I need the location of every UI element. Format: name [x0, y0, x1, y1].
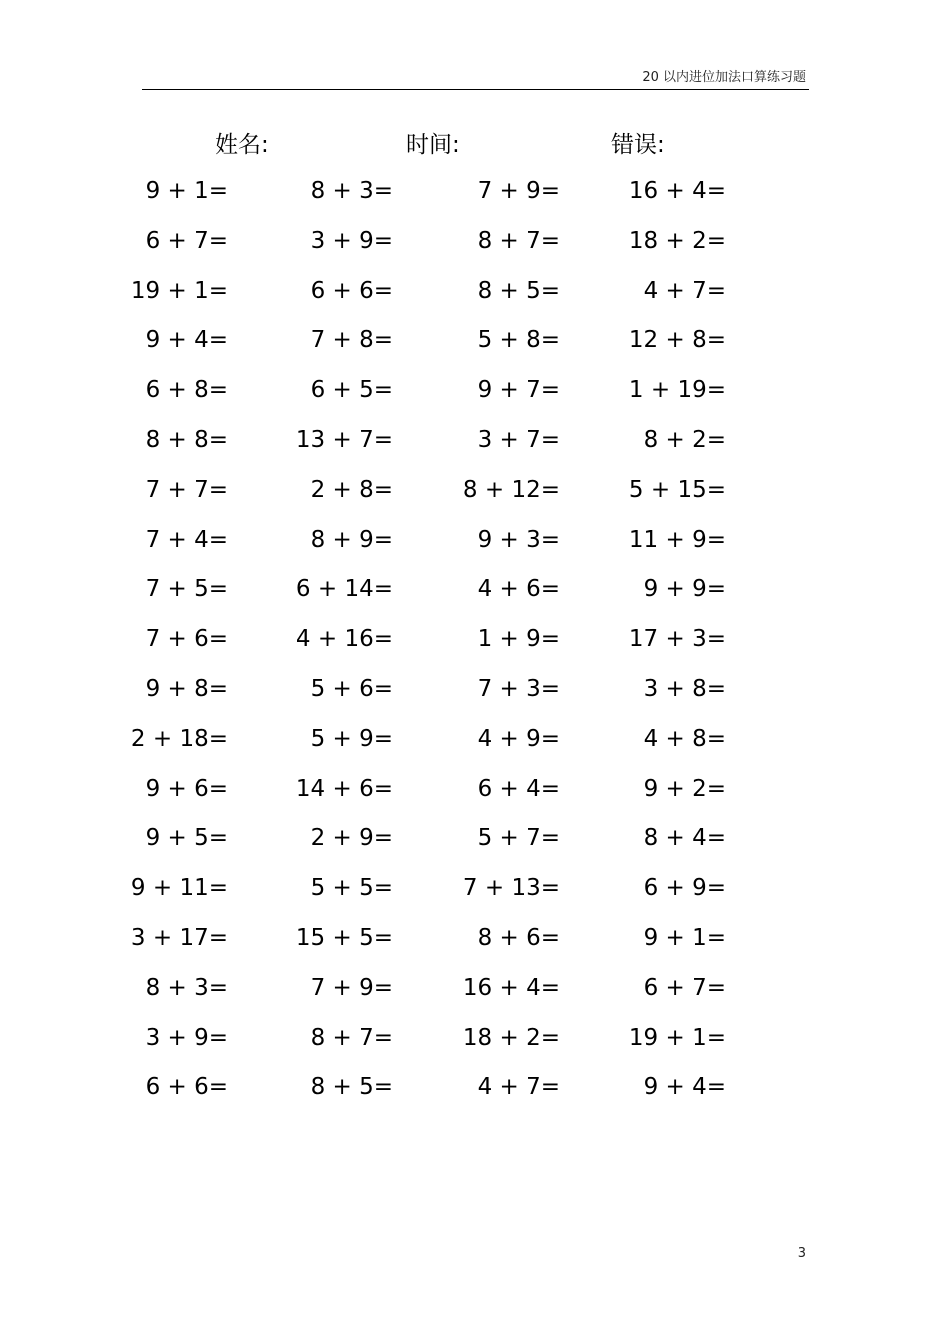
problem-item: 15 + 5=	[295, 925, 393, 951]
problem-item: 3 + 9=	[310, 228, 393, 254]
problem-item: 4 + 7=	[643, 278, 726, 304]
problem-item: 1 + 9=	[477, 626, 560, 652]
problem-item: 8 + 5=	[477, 278, 560, 304]
problem-item: 7 + 4=	[145, 527, 228, 553]
problem-item: 9 + 6=	[145, 776, 228, 802]
problem-item: 6 + 9=	[643, 875, 726, 901]
problem-item: 2 + 8=	[310, 477, 393, 503]
problem-item: 5 + 7=	[477, 825, 560, 851]
problem-item: 7 + 5=	[145, 576, 228, 602]
problem-item: 5 + 9=	[310, 726, 393, 752]
problem-item: 7 + 6=	[145, 626, 228, 652]
problem-item: 2 + 9=	[310, 825, 393, 851]
errors-label: 错误:	[611, 132, 665, 158]
problem-item: 7 + 3=	[477, 676, 560, 702]
problem-item: 5 + 6=	[310, 676, 393, 702]
problem-item: 8 + 7=	[477, 228, 560, 254]
problem-item: 3 + 7=	[477, 427, 560, 453]
problem-item: 9 + 7=	[477, 377, 560, 403]
problem-item: 8 + 7=	[310, 1025, 393, 1051]
problem-item: 9 + 5=	[145, 825, 228, 851]
page-number: 3	[797, 1246, 806, 1261]
problem-item: 9 + 4=	[145, 327, 228, 353]
problem-item: 3 + 9=	[145, 1025, 228, 1051]
problem-item: 4 + 16=	[295, 626, 393, 652]
problem-item: 6 + 5=	[310, 377, 393, 403]
problem-item: 3 + 17=	[130, 925, 228, 951]
problem-item: 9 + 8=	[145, 676, 228, 702]
problem-item: 8 + 2=	[643, 427, 726, 453]
problem-item: 6 + 6=	[310, 278, 393, 304]
name-label: 姓名:	[215, 132, 269, 158]
problem-item: 1 + 19=	[628, 377, 726, 403]
problem-item: 6 + 4=	[477, 776, 560, 802]
problem-item: 8 + 9=	[310, 527, 393, 553]
problem-item: 5 + 5=	[310, 875, 393, 901]
problem-item: 8 + 3=	[145, 975, 228, 1001]
problem-item: 9 + 2=	[643, 776, 726, 802]
problem-item: 18 + 2=	[628, 228, 726, 254]
problem-item: 18 + 2=	[462, 1025, 560, 1051]
problem-item: 13 + 7=	[295, 427, 393, 453]
problem-item: 4 + 8=	[643, 726, 726, 752]
problem-item: 9 + 1=	[145, 178, 228, 204]
problem-item: 19 + 1=	[628, 1025, 726, 1051]
problem-item: 14 + 6=	[295, 776, 393, 802]
problem-item: 4 + 6=	[477, 576, 560, 602]
problem-item: 6 + 7=	[643, 975, 726, 1001]
problem-item: 16 + 4=	[628, 178, 726, 204]
problem-item: 7 + 9=	[310, 975, 393, 1001]
problem-item: 8 + 8=	[145, 427, 228, 453]
problem-item: 6 + 8=	[145, 377, 228, 403]
problem-item: 8 + 5=	[310, 1074, 393, 1100]
problem-item: 6 + 7=	[145, 228, 228, 254]
problem-item: 19 + 1=	[130, 278, 228, 304]
problem-item: 6 + 14=	[295, 576, 393, 602]
problem-item: 4 + 9=	[477, 726, 560, 752]
problem-item: 16 + 4=	[462, 975, 560, 1001]
time-label: 时间:	[406, 132, 460, 158]
problem-item: 7 + 8=	[310, 327, 393, 353]
problem-item: 7 + 9=	[477, 178, 560, 204]
problem-item: 11 + 9=	[628, 527, 726, 553]
problem-item: 4 + 7=	[477, 1074, 560, 1100]
problem-item: 9 + 9=	[643, 576, 726, 602]
problem-item: 7 + 13=	[462, 875, 560, 901]
problem-item: 2 + 18=	[130, 726, 228, 752]
problem-item: 17 + 3=	[628, 626, 726, 652]
problem-item: 8 + 4=	[643, 825, 726, 851]
problem-item: 9 + 1=	[643, 925, 726, 951]
problem-item: 3 + 8=	[643, 676, 726, 702]
problem-item: 12 + 8=	[628, 327, 726, 353]
problem-item: 9 + 11=	[130, 875, 228, 901]
problem-item: 5 + 15=	[628, 477, 726, 503]
problem-item: 6 + 6=	[145, 1074, 228, 1100]
header-title: 20 以内进位加法口算练习题	[642, 70, 806, 85]
problem-item: 8 + 3=	[310, 178, 393, 204]
problem-item: 7 + 7=	[145, 477, 228, 503]
problem-item: 9 + 4=	[643, 1074, 726, 1100]
problem-item: 9 + 3=	[477, 527, 560, 553]
problem-item: 8 + 6=	[477, 925, 560, 951]
problem-item: 5 + 8=	[477, 327, 560, 353]
problem-item: 8 + 12=	[462, 477, 560, 503]
